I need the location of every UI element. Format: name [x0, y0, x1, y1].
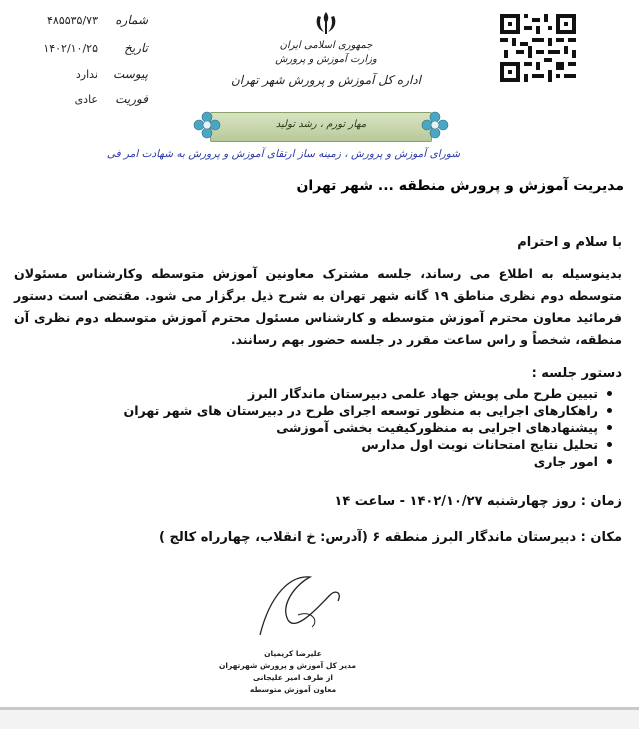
- agenda-item: امور جاری: [140, 453, 614, 470]
- body-paragraph: بدینوسیله به اطلاع می رساند، جلسه مشترک معاونین آموزش متوسطه وکارشناس مسئولان متوسطه دوم نظری مناطق ۱۹ گانه شهر تهران به شرح ذیل برگزار می شود. مقتضی است دستور فرمائید معاون محترم آموزش متوسطه و کارشناس مسئول محترم آموزش متوسطه دوم نظری آن منطقه، شخصاً و راس ساعت مقرر در جلسه حضور بهم رسانند.: [14, 266, 623, 347]
- urgency-value: عادی: [74, 93, 98, 106]
- attachment-value: ندارد: [75, 68, 98, 81]
- qr-code: [500, 14, 576, 82]
- signatory-title-2: از طرف امیر علیجانی: [253, 673, 333, 682]
- urgency-label: فوریت: [115, 92, 148, 106]
- motto-text: مهار تورم ، رشد تولید: [275, 119, 367, 130]
- agenda-item: راهکارهای اجرایی به منظور توسعه اجرای طرح در دبیرستان های شهر تهران: [140, 402, 614, 419]
- org-line-3: اداره کل آموزش و پرورش شهر تهران: [230, 73, 422, 87]
- attachment-label: پیوست: [113, 67, 148, 81]
- agenda-item: تبیین طرح ملی پویش جهاد علمی دبیرستان ماندگار البرز: [140, 385, 614, 402]
- signature-scribble: [250, 565, 350, 645]
- number-label: شماره: [115, 13, 148, 27]
- agenda-list: [123, 385, 614, 470]
- agenda-title: دستور جلسه :: [531, 366, 622, 381]
- page-bottom-strip: [0, 710, 639, 729]
- emblem-icon: [313, 10, 339, 36]
- meeting-place: مکان : دبیرستان ماندگار البرز منطقه ۶ (آدرس: خ انقلاب، چهارراه کالج ): [159, 530, 622, 545]
- date-label: تاریخ: [124, 41, 148, 55]
- signatory-title-1: مدیر کل آموزش و پرورش شهرتهران: [218, 661, 356, 670]
- org-line-1: جمهوری اسلامی ایران: [279, 40, 373, 51]
- meeting-time: زمان : روز چهارشنبه ۱۴۰۲/۱۰/۲۷ - ساعت ۱۴: [334, 494, 622, 509]
- number-value: ۴۸۵۵۳۵/۷۳: [47, 14, 98, 27]
- motto-banner: [190, 104, 452, 150]
- agenda-item: تحلیل نتایج امتحانات نوبت اول مدارس: [140, 436, 614, 453]
- agenda-item: پیشنهادهای اجرایی به منظورکیفیت بخشی آموزشی: [140, 419, 614, 436]
- recipient: مدیریت آموزش و پرورش منطقه ... شهر تهران: [296, 178, 624, 194]
- signatory-name: علیرضا کریمیان: [264, 649, 322, 658]
- signatory-title-3: معاون آموزش متوسطه: [249, 685, 337, 694]
- greeting: با سلام و احترام: [517, 235, 622, 250]
- date-value: ۱۴۰۲/۱۰/۲۵: [43, 42, 98, 55]
- org-line-2: وزارت آموزش و پرورش: [275, 54, 377, 65]
- subtitle: شورای آموزش و پرورش ، زمینه ساز ارتقای آموزش و پرورش به شهادت امر فی: [106, 148, 460, 160]
